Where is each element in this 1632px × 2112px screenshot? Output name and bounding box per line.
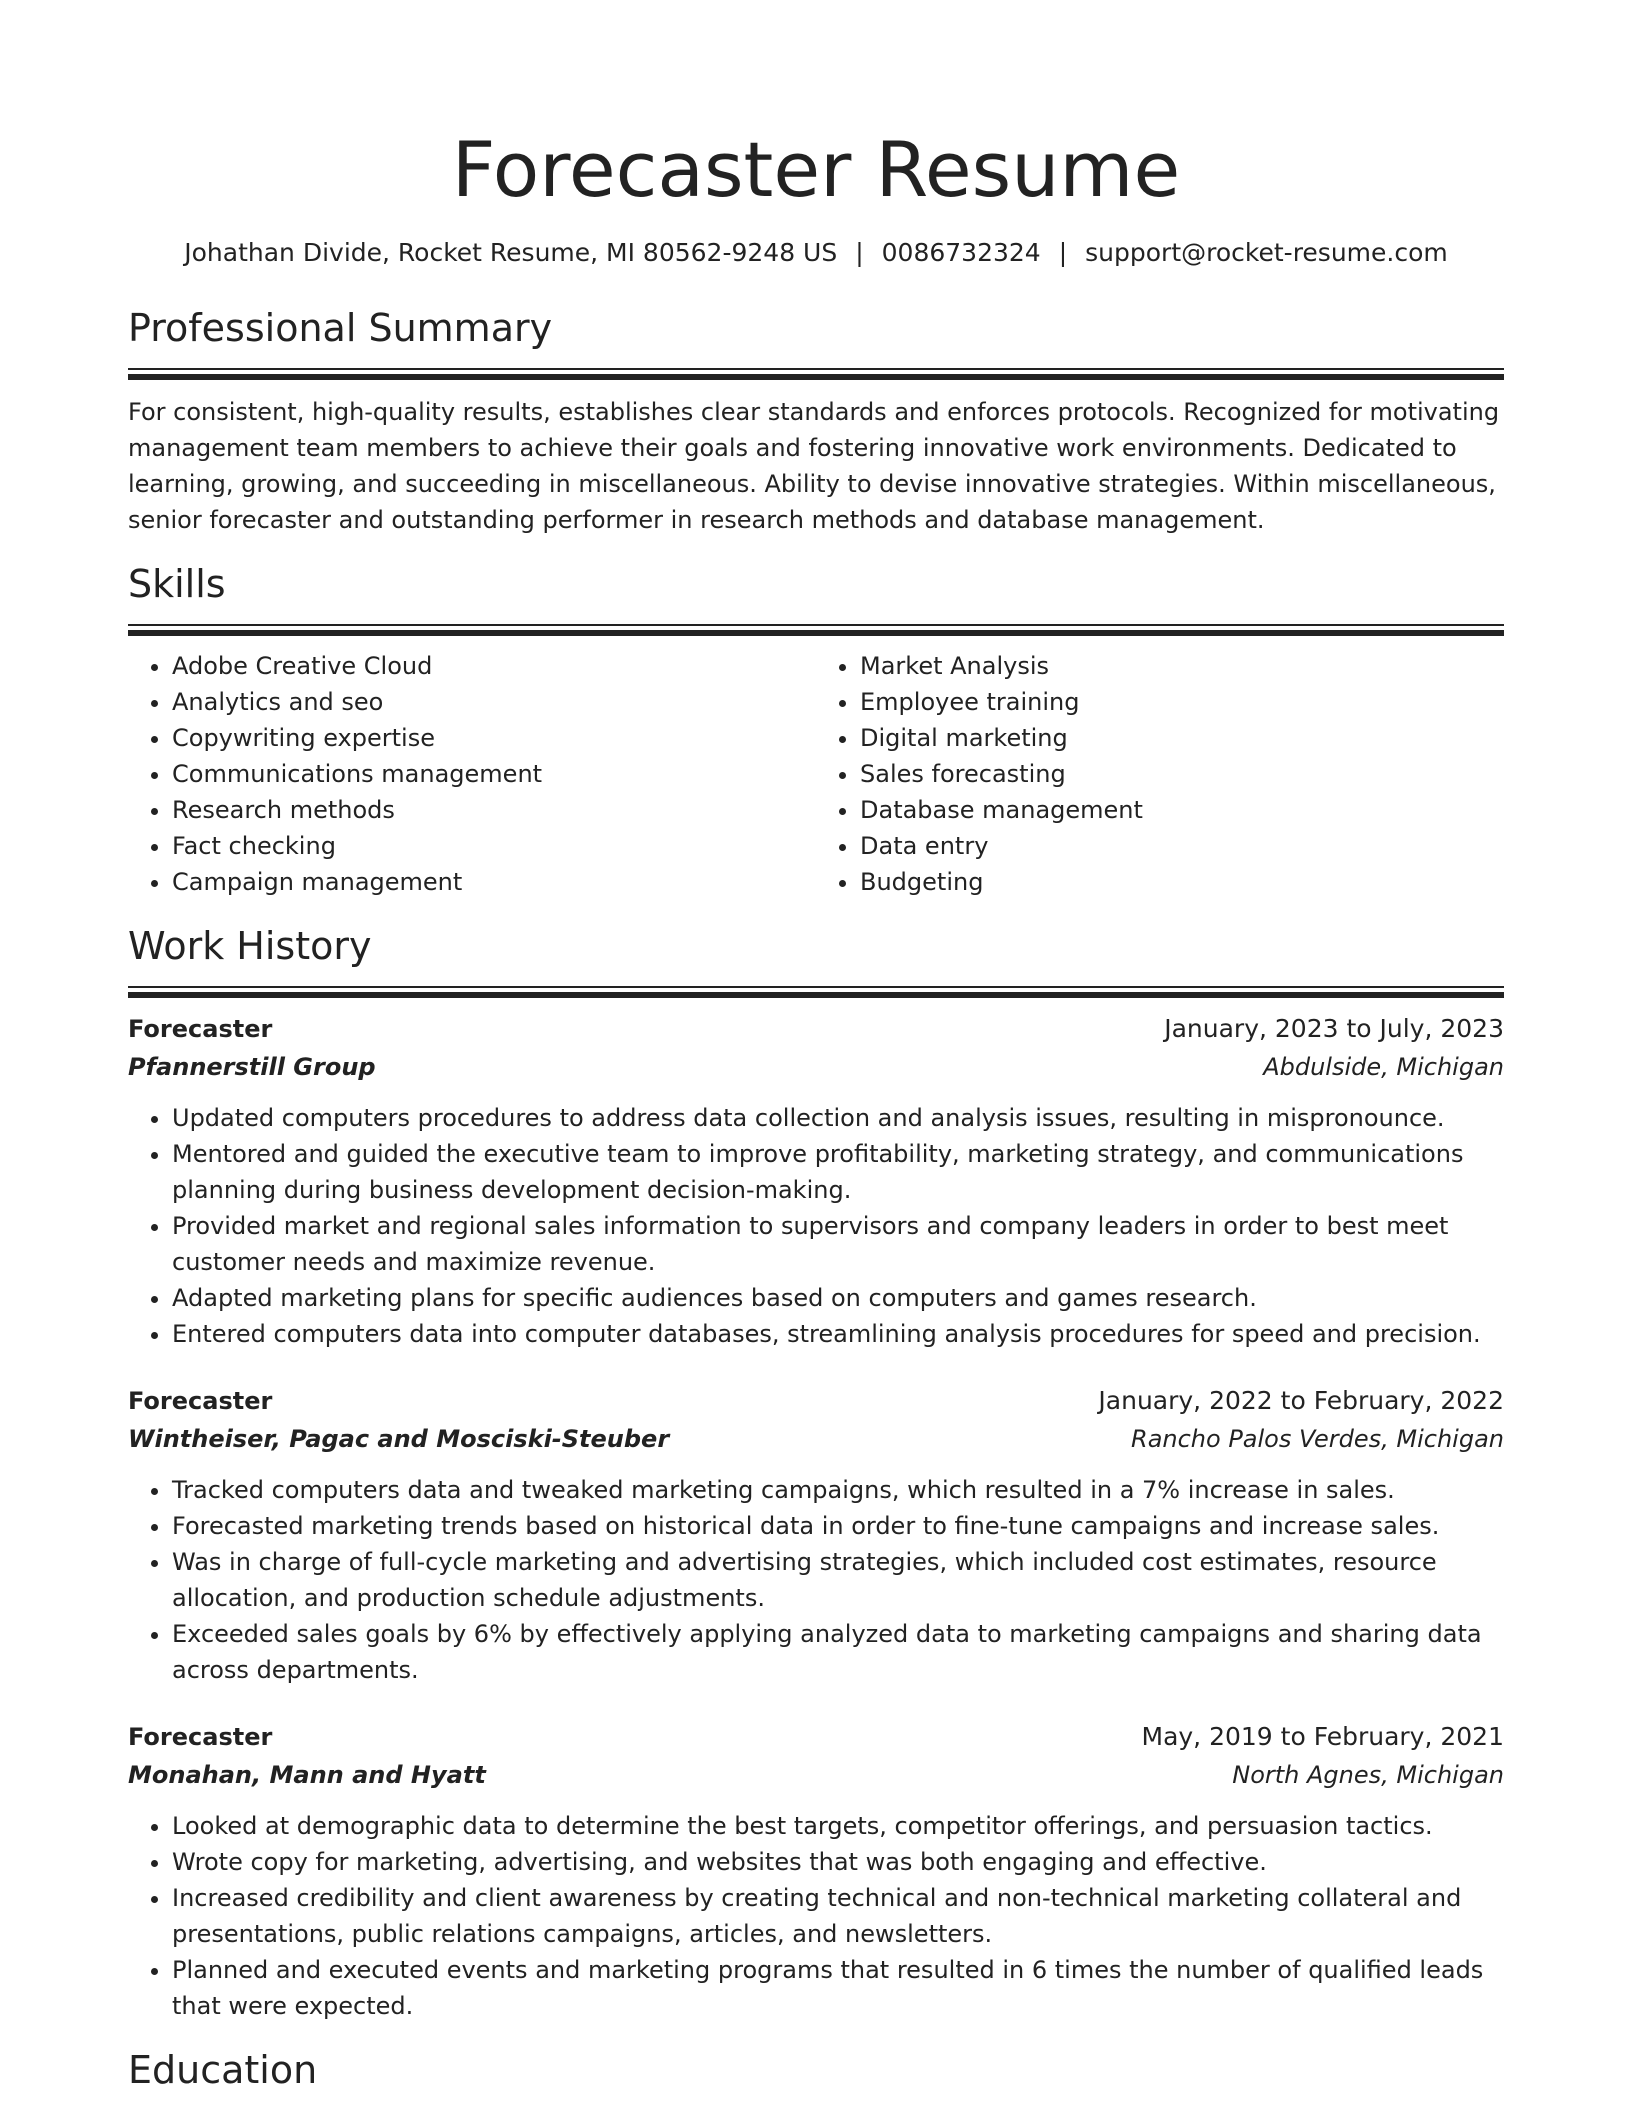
job-company: Monahan, Mann and Hyatt: [128, 1761, 486, 1789]
skill-item: • Analytics and seo: [172, 684, 816, 720]
job-location: North Agnes, Michigan: [1232, 1761, 1504, 1789]
contact-phone: 0086732324: [881, 238, 1041, 267]
work-history-heading: Work History: [128, 924, 372, 968]
skill-item: • Budgeting: [860, 864, 1504, 900]
section-divider: [128, 368, 1504, 378]
contact-separator: |: [1058, 238, 1068, 267]
job-company-row: [128, 1756, 1504, 1794]
job-company: Pfannerstill Group: [128, 1053, 376, 1081]
section-divider: [128, 986, 1504, 996]
job-bullet: • Planned and executed events and marketing programs that resulted in 6 times the number of qualified leads that were expected.: [172, 1952, 1504, 2024]
job-bullet: • Adapted marketing plans for specific audiences based on computers and games research.: [172, 1280, 1504, 1316]
skills-list-left: [128, 648, 816, 900]
job-entry: [128, 1010, 1504, 1352]
skill-item: • Research methods: [172, 792, 816, 828]
skill-item: • Copywriting expertise: [172, 720, 816, 756]
summary-section: [128, 304, 1504, 538]
skill-item: • Campaign management: [172, 864, 816, 900]
job-bullet: • Looked at demographic data to determine the best targets, competitor offerings, and persuasion tactics.: [172, 1808, 1504, 1844]
education-heading: Education: [128, 2048, 318, 2092]
job-header-row: [128, 1382, 1504, 1420]
job-bullet: • Tracked computers data and tweaked marketing campaigns, which resulted in a 7% increase in sales.: [172, 1472, 1504, 1508]
job-title: Forecaster: [128, 1723, 273, 1751]
job-bullet: • Updated computers procedures to address data collection and analysis issues, resulting in mispronounce.: [172, 1100, 1504, 1136]
summary-text: For consistent, high-quality results, establishes clear standards and enforces protocols. Recognized for motivating management team members to achieve their goals and fostering innovative work environments. Dedicated to learning, growing, and succeeding in miscellaneous. Ability to devise innovative strategies. Within miscellaneous, senior forecaster and outstanding performer in research methods and database management.: [128, 398, 1500, 534]
resume-title: Forecaster Resume: [451, 125, 1181, 214]
job-company-row: [128, 1420, 1504, 1458]
skill-item: • Market Analysis: [860, 648, 1504, 684]
job-location: Rancho Palos Verdes, Michigan: [1131, 1425, 1504, 1453]
skill-item: • Data entry: [860, 828, 1504, 864]
job-header-row: [128, 1718, 1504, 1756]
job-bullet: • Mentored and guided the executive team to improve profitability, marketing strategy, and communications planning during business development decision-making.: [172, 1136, 1504, 1208]
education-section: [128, 2046, 1504, 2094]
skill-item: • Adobe Creative Cloud: [172, 648, 816, 684]
job-dates: January, 2022 to February, 2022: [1098, 1386, 1504, 1415]
contact-line: [128, 236, 1504, 270]
job-dates: January, 2023 to July, 2023: [1164, 1014, 1504, 1043]
job-bullet: • Wrote copy for marketing, advertising, and websites that was both engaging and effective.: [172, 1844, 1504, 1880]
job-entry: [128, 1382, 1504, 1688]
contact-separator: |: [855, 238, 864, 267]
skill-item: • Communications management: [172, 756, 816, 792]
skills-section: [128, 560, 1504, 900]
skills-heading: Skills: [128, 562, 226, 606]
summary-heading: Professional Summary: [128, 306, 553, 350]
skills-columns: [128, 648, 1504, 900]
job-title: Forecaster: [128, 1015, 273, 1043]
contact-email: support@rocket-resume.com: [1085, 238, 1448, 267]
skill-item: • Database management: [860, 792, 1504, 828]
skill-item: • Sales forecasting: [860, 756, 1504, 792]
job-dates: May, 2019 to February, 2021: [1141, 1722, 1504, 1751]
job-title: Forecaster: [128, 1387, 273, 1415]
job-entry: [128, 1718, 1504, 2024]
job-company-row: [128, 1048, 1504, 1086]
skill-item: • Employee training: [860, 684, 1504, 720]
job-bullet: • Provided market and regional sales information to supervisors and company leaders in order to best meet customer needs and maximize revenue.: [172, 1208, 1504, 1280]
skill-item: • Digital marketing: [860, 720, 1504, 756]
contact-address: Johathan Divide, Rocket Resume, MI 80562-9248 US: [184, 238, 838, 267]
job-header-row: [128, 1010, 1504, 1048]
job-bullet: • Exceeded sales goals by 6% by effectively applying analyzed data to marketing campaigns and sharing data across departments.: [172, 1616, 1504, 1688]
job-bullet: • Forecasted marketing trends based on historical data in order to fine-tune campaigns and increase sales.: [172, 1508, 1504, 1544]
job-bullet: • Entered computers data into computer databases, streamlining analysis procedures for speed and precision.: [172, 1316, 1504, 1352]
section-divider: [128, 624, 1504, 634]
job-bullets: [128, 1472, 1504, 1688]
job-bullets: [128, 1100, 1504, 1352]
job-bullets: [128, 1808, 1504, 2024]
work-history-section: [128, 922, 1504, 2024]
job-bullet: • Increased credibility and client awareness by creating technical and non-technical marketing collateral and presentations, public relations campaigns, articles, and newsletters.: [172, 1880, 1504, 1952]
job-location: Abdulside, Michigan: [1263, 1053, 1504, 1081]
job-bullet: • Was in charge of full-cycle marketing and advertising strategies, which included cost estimates, resource allocation, and production schedule adjustments.: [172, 1544, 1504, 1616]
skills-list-right: [816, 648, 1504, 900]
skill-item: • Fact checking: [172, 828, 816, 864]
job-company: Wintheiser, Pagac and Mosciski-Steuber: [128, 1425, 670, 1453]
